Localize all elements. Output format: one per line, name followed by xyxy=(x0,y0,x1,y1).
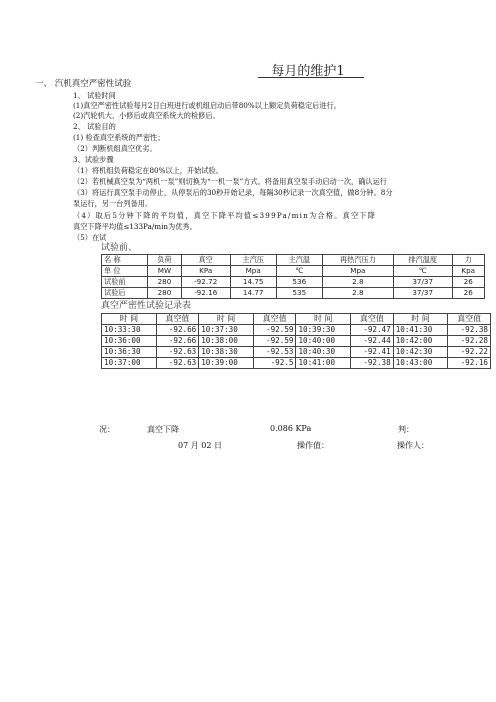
text-line: (1)真空严密性试验每月2日白班进行或机组启动后带80%以上额定负荷稳定后进行。 xyxy=(73,101,341,110)
table-header-cell: 时 间 xyxy=(102,314,157,325)
table-cell: -92.66 xyxy=(156,336,199,347)
table-cell: 10:36:00 xyxy=(102,336,157,347)
text-line: (2)汽轮机大、小修后或真空系统大的检修后。 xyxy=(73,111,220,120)
section-heading: 一、 汽机真空严密性试验 xyxy=(35,79,132,89)
table-header-cell: 时 间 xyxy=(199,314,254,325)
table-cell: -92.16 xyxy=(448,358,491,369)
table-cell: 主汽压 xyxy=(230,255,276,266)
text-line: 3、试验步骤 xyxy=(73,155,114,164)
text-line: （1）将机组负荷稳定在80%以上，开始试验。 xyxy=(73,166,223,175)
table-cell: -92.59 xyxy=(253,325,296,336)
table-cell: 名 称 xyxy=(102,255,148,266)
table-cell: -92.38 xyxy=(351,358,394,369)
table-cell: 试验前 xyxy=(102,277,148,288)
table-header-cell: 真空值 xyxy=(253,314,296,325)
status-prefix: 况： xyxy=(99,425,115,434)
table-cell: 10:42:00 xyxy=(393,336,448,347)
table-cell: -92.63 xyxy=(156,358,199,369)
operator-label: 操作人： xyxy=(397,441,429,450)
table-cell: 280 xyxy=(148,277,182,288)
text-line: （4）取后5分钟下降的平均值，真空下降平均值≤399Pa/min为合格。真空下降 xyxy=(73,211,377,220)
table-cell: 10:40:00 xyxy=(296,336,351,347)
vacuum-drop-label: 真空下降 xyxy=(147,425,179,434)
table-cell: 10:38:00 xyxy=(199,336,254,347)
table-cell: -92.41 xyxy=(351,347,394,358)
table-cell: 10:39:30 xyxy=(296,325,351,336)
table-cell: -92.44 xyxy=(351,336,394,347)
text-line: 真空下降平均值≤133Pa/min为优秀。 xyxy=(73,222,197,231)
text-line: （3）将运行真空泵手动停止，从停泵后的30秒开始记录，每隔30秒记录一次真空值，做8分钟。8分 xyxy=(73,188,393,197)
table-cell: 10:37:00 xyxy=(102,358,157,369)
table-cell: ℃ xyxy=(276,266,322,277)
text-line: 1、 试验时间 xyxy=(73,91,116,100)
table-header-cell: 真空值 xyxy=(351,314,394,325)
table-cell: 26 xyxy=(452,288,485,299)
table-cell: -92.28 xyxy=(448,336,491,347)
table-header-cell: 真空值 xyxy=(448,314,491,325)
table-cell: 10:38:30 xyxy=(199,347,254,358)
table-cell: 10:36:30 xyxy=(102,347,157,358)
table-cell: -92.47 xyxy=(351,325,394,336)
title-underline xyxy=(258,77,364,78)
table-cell: 再热汽压力 xyxy=(322,255,393,266)
table-cell: -92.16 xyxy=(181,288,230,299)
table-cell: 主汽温 xyxy=(276,255,322,266)
text-line: 2、 试验目的 xyxy=(73,122,116,131)
record-table-title: 真空严密性试验记录表 xyxy=(101,301,192,311)
text-line: （2）判断机组真空优劣。 xyxy=(73,144,157,153)
parameter-table xyxy=(101,254,485,299)
table-cell: 37/37 xyxy=(393,277,452,288)
table-cell: 10:33:30 xyxy=(102,325,157,336)
table-row xyxy=(102,347,491,358)
table-cell: 单 位 xyxy=(102,266,148,277)
table-row xyxy=(102,288,485,299)
table-cell: -92.66 xyxy=(156,325,199,336)
table-cell: 10:41:00 xyxy=(296,358,351,369)
table-row xyxy=(102,325,491,336)
table-cell: 负荷 xyxy=(148,255,182,266)
table-cell: Kpa xyxy=(452,266,485,277)
table-cell: 14.77 xyxy=(230,288,276,299)
page-title: 每月的维护1 xyxy=(271,64,345,79)
vacuum-drop-value: 0.086 KPa xyxy=(270,424,312,433)
table-cell: -92.59 xyxy=(253,336,296,347)
text-line: （2）若机械真空泵为“两机一泵”则切换为“一机一泵”方式。将备用真空泵手动启动一次，确认运行 xyxy=(73,177,387,186)
table-header-cell: 时 间 xyxy=(393,314,448,325)
table-cell: 10:39:00 xyxy=(199,358,254,369)
table-row xyxy=(102,336,491,347)
table-cell: 535 xyxy=(276,288,322,299)
table-header-cell: 真空值 xyxy=(156,314,199,325)
table-cell: -92.53 xyxy=(253,347,296,358)
table-cell: 2.8 xyxy=(322,277,393,288)
table-cell: 10:37:30 xyxy=(199,325,254,336)
text-line: (1) 检查真空系统的严密性； xyxy=(73,133,165,142)
table-cell: 14.75 xyxy=(230,277,276,288)
table-header-row xyxy=(102,255,485,266)
operator-value-label: 操作值： xyxy=(297,441,329,450)
table-cell: KPa xyxy=(181,266,230,277)
judgement-label: 判： xyxy=(398,425,414,434)
table-cell: -92.72 xyxy=(181,277,230,288)
table-cell: 536 xyxy=(276,277,322,288)
table-cell: ℃ xyxy=(393,266,452,277)
table-header-cell: 时 间 xyxy=(296,314,351,325)
table-cell: 真空 xyxy=(181,255,230,266)
before-test-label: 试验前、 xyxy=(101,243,138,253)
table-cell: 10:43:00 xyxy=(393,358,448,369)
table-cell: 10:40:30 xyxy=(296,347,351,358)
table-cell: 力 xyxy=(452,255,485,266)
table-header-row xyxy=(102,314,491,325)
table-cell: 26 xyxy=(452,277,485,288)
table-cell: 10:41:30 xyxy=(393,325,448,336)
table-cell: 2.8 xyxy=(322,288,393,299)
table-cell: 10:42:30 xyxy=(393,347,448,358)
table-cell: -92.5 xyxy=(253,358,296,369)
table-cell: 试验后 xyxy=(102,288,148,299)
table-cell: MW xyxy=(148,266,182,277)
table-row xyxy=(102,277,485,288)
text-line: （5）在试 xyxy=(73,233,107,242)
table-cell: 37/37 xyxy=(393,288,452,299)
table-row xyxy=(102,358,491,369)
vacuum-record-table xyxy=(101,313,491,369)
table-cell: -92.38 xyxy=(448,325,491,336)
text-line: 泵运行，另一台列备用。 xyxy=(73,199,153,208)
table-units-row xyxy=(102,266,485,277)
table-cell: 排汽温度 xyxy=(393,255,452,266)
table-cell: -92.63 xyxy=(156,347,199,358)
table-cell: Mpa xyxy=(322,266,393,277)
table-cell: 280 xyxy=(148,288,182,299)
test-date: 07 月 02 日 xyxy=(178,441,222,450)
table-cell: Mpa xyxy=(230,266,276,277)
table-cell: -92.22 xyxy=(448,347,491,358)
